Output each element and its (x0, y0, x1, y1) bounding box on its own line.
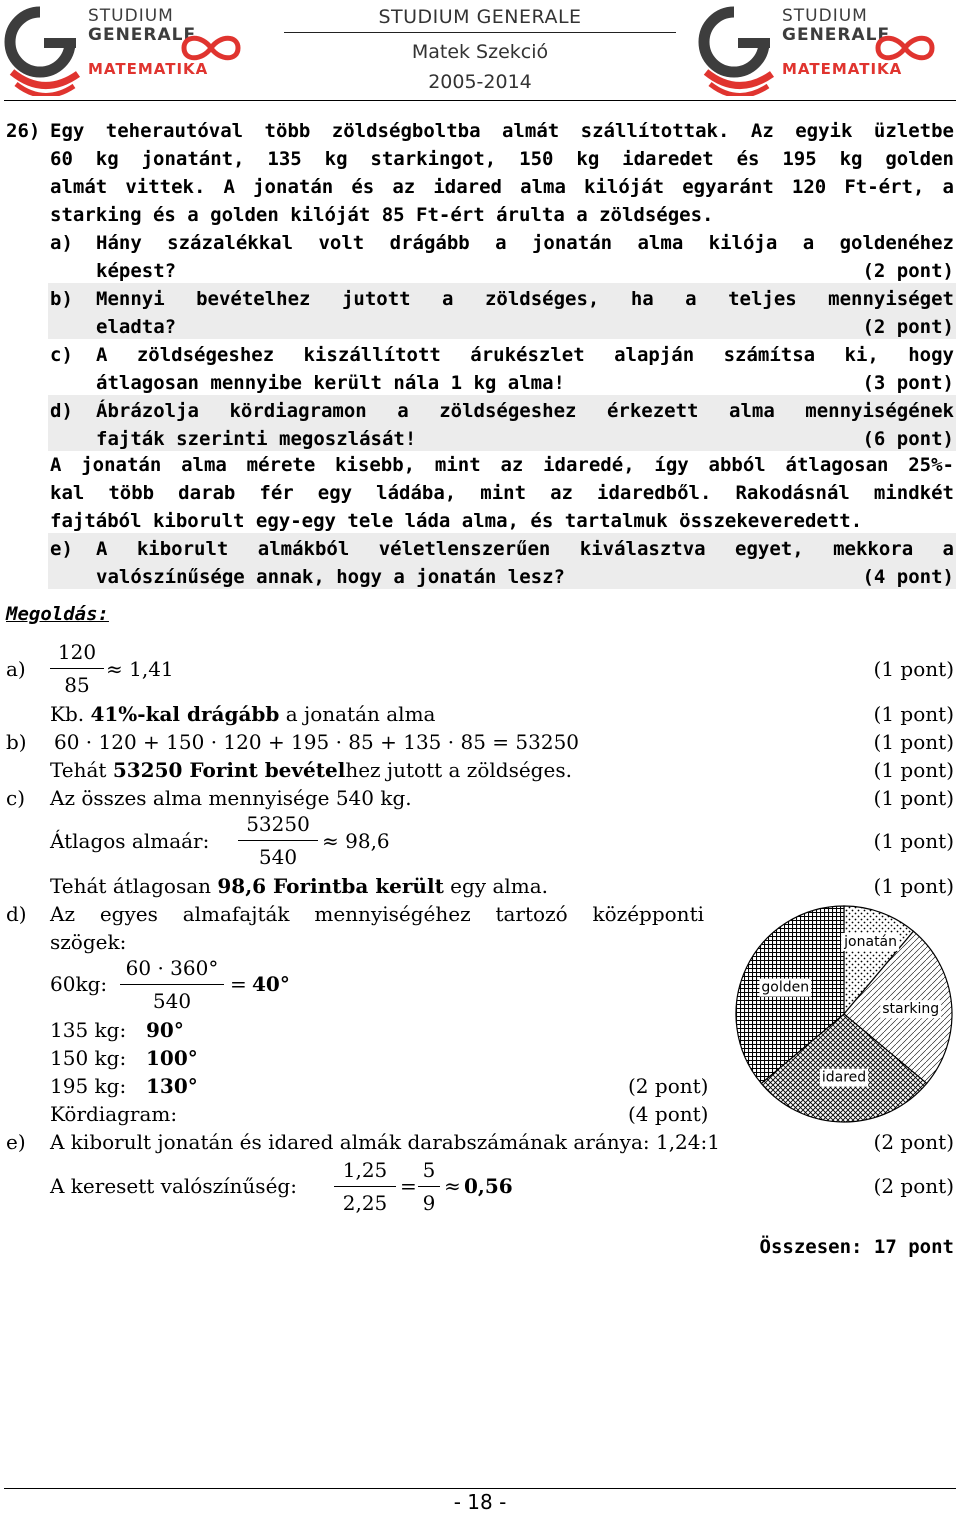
answer-pre: Tehát (50, 758, 113, 782)
header-divider (4, 100, 956, 101)
problem-line: Egy teherautóval több zöldségboltba almát szállítottak. Az egyik üzletbe (50, 120, 954, 142)
solution-a-points2: (1 pont) (873, 702, 954, 726)
answer-bold: 41%-kal drágább (90, 702, 280, 726)
answer-pre: Kb. (50, 702, 91, 726)
logo-line2: GENERALE (88, 25, 197, 45)
pie-label-golden: golden (761, 979, 810, 996)
header-years: 2005-2014 (428, 71, 532, 93)
question-e-text-cont: valószínűsége annak, hogy a jonatán lesz? (96, 566, 565, 588)
fraction-numerator: 120 (57, 640, 97, 664)
header-rule (284, 32, 676, 33)
solution-e-fraction2 (418, 1154, 440, 1219)
answer-bold: 98,6 Forintba került (217, 874, 444, 898)
solution-e-approx: ≈ (444, 1174, 461, 1198)
question-a-text: Hány százalékkal volt drágább a jonatán alma kilója a goldenéhez (96, 232, 954, 254)
solution-d-pie-points: (4 pont) (628, 1102, 709, 1126)
question-a-points: (2 pont) (862, 260, 954, 282)
pie-chart (728, 900, 960, 1130)
solution-d-fraction (120, 952, 224, 1017)
fraction-numerator: 60 · 360° (125, 956, 219, 980)
studium-generale-logo-icon (4, 2, 82, 96)
fraction-numerator: 5 (422, 1158, 436, 1182)
solution-a-points: (1 pont) (873, 657, 954, 681)
header-title: STUDIUM GENERALE (378, 6, 582, 28)
solution-e-fraction1 (334, 1154, 396, 1219)
solution-e-line1: A kiborult jonatán és idared almák darabszámának aránya: 1,24:1 (50, 1130, 720, 1154)
solution-c-avg-label: Átlagos almaár: (50, 829, 210, 853)
solution-a-answer (50, 700, 435, 728)
solution-d-label: d) (6, 902, 27, 926)
fraction-numerator: 53250 (246, 812, 310, 836)
fraction-denominator: 540 (152, 989, 192, 1013)
answer-pre: Tehát átlagosan (50, 874, 218, 898)
question-b-points: (2 pont) (862, 316, 954, 338)
solution-d-195kg-label: 195 kg: (50, 1074, 127, 1098)
solution-a-approx: ≈ 1,41 (106, 657, 174, 681)
answer-post: hez jutott a zöldséges. (345, 758, 572, 782)
solution-e-equals: = (400, 1174, 417, 1198)
pie-label-jonatán: jonatán (844, 933, 898, 950)
question-b-text-cont: eladta? (96, 316, 177, 338)
fraction-numerator: 1,25 (342, 1158, 388, 1182)
logo-line1: STUDIUM (88, 6, 174, 26)
fraction-denominator: 2,25 (342, 1191, 388, 1215)
question-d-text-cont: fajták szerinti megoszlását! (96, 428, 417, 450)
solution-c-line1: Az összes alma mennyisége 540 kg. (50, 786, 412, 810)
solution-d-135kg-value: 90° (146, 1018, 184, 1042)
footer-divider (4, 1488, 956, 1489)
question-a-text-cont: képest? (96, 260, 177, 282)
solution-e-points2: (2 pont) (873, 1174, 954, 1198)
answer-post: a jonatán alma (279, 702, 436, 726)
question-b-text: Mennyi bevételhez jutott a zöldséges, ha a teljes mennyiséget (96, 288, 954, 310)
solution-a-fraction (50, 636, 104, 701)
solution-e-prob-label: A keresett valószínűség: (50, 1174, 297, 1198)
solution-a-label: a) (6, 657, 26, 681)
solution-c-fraction (238, 808, 318, 873)
solution-c-points3: (1 pont) (873, 874, 954, 898)
solution-c-points2: (1 pont) (873, 829, 954, 853)
problem-line: almát vittek. A jonatán és az idared alma kilóját egyaránt 120 Ft-ért, a (50, 176, 954, 198)
question-c-label: c) (50, 344, 73, 366)
solution-d-195kg-value: 130° (146, 1074, 198, 1098)
problem-line: starking és a golden kilóját 85 Ft-ért árulta a zöldséges. (50, 204, 714, 226)
question-e-text: A kiborult almákból véletlenszerűen kiválasztva egyet, mekkora a (96, 538, 954, 560)
solution-d-points: (2 pont) (628, 1074, 709, 1098)
solution-c-answer (50, 872, 548, 900)
header-title-block (282, 6, 678, 97)
fraction-denominator: 9 (422, 1191, 436, 1215)
solution-d-135kg-label: 135 kg: (50, 1018, 127, 1042)
solution-b-expression: 60 · 120 + 150 · 120 + 195 · 85 + 135 · 85 = 53250 (54, 730, 580, 754)
pie-label-starking: starking (882, 1001, 940, 1018)
question-c-text-cont: átlagosan mennyibe került nála 1 kg alma! (96, 372, 565, 394)
problem-number: 26) (6, 120, 41, 142)
solution-d-60kg-label: 60kg: (50, 972, 108, 996)
question-e-points: (4 pont) (862, 566, 954, 588)
solution-d-line1: Az egyes almafajták mennyiségéhez tartozó középponti (50, 902, 704, 926)
question-e-label: e) (50, 538, 73, 560)
problem-line: 60 kg jonatánt, 135 kg starkingot, 150 kg idaredet és 195 kg golden (50, 148, 954, 170)
fraction-denominator: 85 (64, 673, 90, 697)
question-d-text: Ábrázolja kördiagramon a zöldségeshez érkezett alma mennyiségének (96, 400, 954, 422)
logo-line1: STUDIUM (782, 6, 868, 26)
total-points: Összesen: 17 pont (759, 1236, 954, 1258)
answer-post: egy alma. (443, 874, 549, 898)
logo-right (698, 2, 956, 98)
solution-e-label: e) (6, 1130, 26, 1154)
header-subtitle: Matek Szekció (411, 41, 549, 63)
solution-e-result: 0,56 (464, 1174, 513, 1198)
question-d-points: (6 pont) (862, 428, 954, 450)
solution-b-points: (1 pont) (873, 730, 954, 754)
question-c-text: A zöldségeshez kiszállított árukészlet alapján számítsa ki, hogy (96, 344, 954, 366)
solution-e-points: (2 pont) (873, 1130, 954, 1154)
problem-extra-line: fajtából kiborult egy-egy tele láda alma, és tartalmuk összekeveredett. (50, 510, 863, 532)
solution-heading: Megoldás: (6, 603, 109, 625)
question-b-label: b) (50, 288, 73, 310)
logo-left (4, 2, 262, 98)
solution-d-60kg-value: 40° (252, 972, 290, 996)
infinity-icon (180, 33, 242, 63)
solution-c-label: c) (6, 786, 26, 810)
solution-b-label: b) (6, 730, 27, 754)
solution-d-line2: szögek: (50, 930, 127, 954)
solution-b-points2: (1 pont) (873, 758, 954, 782)
solution-c-points: (1 pont) (873, 786, 954, 810)
pie-label-idared: idared (821, 1069, 867, 1086)
solution-d-pie-label: Kördiagram: (50, 1102, 178, 1126)
answer-bold: 53250 Forint bevétel (112, 758, 346, 782)
solution-c-approx: ≈ 98,6 (322, 829, 390, 853)
problem-extra-line: kal több darab fér egy ládába, mint az idaredből. Rakodásnál mindkét (50, 482, 954, 504)
logo-line2: GENERALE (782, 25, 891, 45)
page-number: - 18 - (453, 1490, 507, 1514)
solution-d-150kg-label: 150 kg: (50, 1046, 127, 1070)
question-c-points: (3 pont) (862, 372, 954, 394)
solution-d-equals: = (230, 972, 247, 996)
fraction-denominator: 540 (258, 845, 298, 869)
logo-line3: MATEMATIKA (88, 60, 209, 78)
logo-line3: MATEMATIKA (782, 60, 903, 78)
studium-generale-logo-icon (698, 2, 776, 96)
question-a-label: a) (50, 232, 73, 254)
infinity-icon (874, 33, 936, 63)
solution-d-150kg-value: 100° (146, 1046, 198, 1070)
solution-b-answer (50, 756, 572, 784)
problem-extra-line: A jonatán alma mérete kisebb, mint az idaredé, így abból átlagosan 25%- (50, 454, 954, 476)
question-d-label: d) (50, 400, 73, 422)
